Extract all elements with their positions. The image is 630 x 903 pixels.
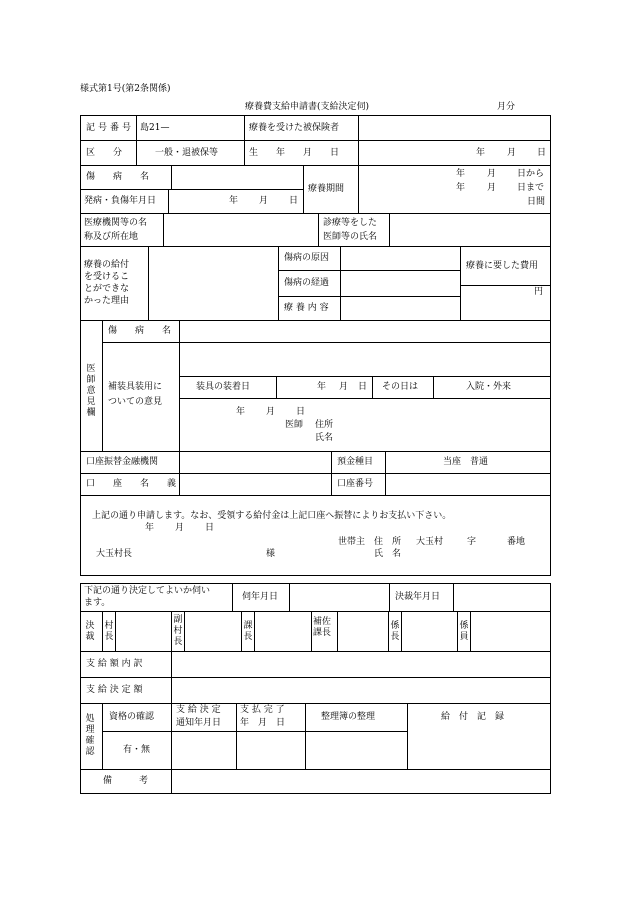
fitting-month: 月 <box>339 382 349 392</box>
onset-year: 年 <box>229 196 239 206</box>
decision-intro-2: ます。 <box>84 598 111 608</box>
payment-breakdown-label: 支 給 額 内 訳 <box>86 659 143 669</box>
cause-label: 傷病の原因 <box>284 253 330 263</box>
fitting-year: 年 <box>317 382 327 392</box>
notify-date-label-1: 支 給 決 定 <box>176 705 221 715</box>
cost-label: 療養に要した費用 <box>466 261 539 271</box>
cost-yen-unit: 円 <box>534 287 544 297</box>
declaration-month: 月 <box>175 523 185 533</box>
village-head-label: 村長 <box>104 621 114 642</box>
bank-label: 口座振替金融機関 <box>86 457 159 467</box>
kessai-label: 決裁 <box>85 621 95 642</box>
doctor-name-label-2: 医師等の氏名 <box>323 232 378 242</box>
period-until-month: 月 <box>487 183 497 193</box>
classification-value[interactable]: 一般・退被保等 <box>155 148 219 158</box>
section-chief-label: 課長 <box>243 621 253 642</box>
payment-amount-label: 支 給 決 定 額 <box>86 685 143 695</box>
opinion-year: 年 <box>236 407 246 417</box>
village-name: 大玉村 <box>416 537 444 547</box>
sub-chief-label: 係長 <box>390 621 400 642</box>
period-from-label: 日から <box>517 169 545 179</box>
period-until-label: 日まで <box>517 183 545 193</box>
decision-intro-1: 下記の通り決定してよいか伺い <box>84 586 211 596</box>
doctor-disease-label: 傷 病 名 <box>108 326 172 336</box>
equipment-label-2: ついての意見 <box>108 397 163 407</box>
insured-label: 療養を受けた被保険者 <box>249 123 340 133</box>
householder-address-label: 住 所 <box>374 537 402 547</box>
qualification-value[interactable]: 有・無 <box>123 745 151 755</box>
reason-label-2: を受けるこ <box>84 272 130 282</box>
householder-name-label: 氏 名 <box>374 549 402 559</box>
honorific-sama: 様 <box>266 549 276 559</box>
paid-label-1: 支 払 完 了 <box>240 705 285 715</box>
declaration-year: 年 <box>145 523 155 533</box>
birthdate-label: 生 年 月 日 <box>249 148 340 158</box>
institution-label-2: 称及び所在地 <box>84 232 139 242</box>
other-day-label: その日は <box>382 382 419 392</box>
opinion-day: 日 <box>296 407 306 417</box>
fitting-date-label: 装具の装着日 <box>196 382 251 392</box>
decision-date-label: 決裁年月日 <box>395 592 441 602</box>
equipment-label-1: 補装具装用に <box>108 382 163 392</box>
doctor-signature-name-label: 氏名 <box>315 433 334 443</box>
declaration-text: 上記の通り申請します。なお、受領する給付金は上記口座へ振替によりお支払い下さい。 <box>92 511 452 521</box>
birth-month: 月 <box>507 148 517 158</box>
doctor-role-label: 医師 <box>285 420 304 430</box>
treatment-content-label: 療 養 内 容 <box>284 303 329 313</box>
qualification-label: 資格の確認 <box>109 712 155 722</box>
classification-label: 区 分 <box>86 148 123 158</box>
form-title: 療養費支給申請書(支給決定伺) <box>245 102 370 112</box>
reason-label-3: とができな <box>84 284 130 294</box>
opinion-month: 月 <box>266 407 276 417</box>
record-number-label: 記号番号 <box>86 123 135 133</box>
doctor-address-label: 住所 <box>315 420 334 430</box>
fitting-day: 日 <box>358 382 368 392</box>
account-number-label: 口座番号 <box>337 479 374 489</box>
reason-label-4: かった理由 <box>84 296 130 306</box>
birth-day: 日 <box>537 148 547 158</box>
treatment-period-label: 療養期間 <box>308 184 345 194</box>
householder-label: 世帯主 <box>338 537 366 547</box>
declaration-day: 日 <box>205 523 215 533</box>
record-number-value[interactable]: 島21— <box>140 123 170 133</box>
aza-label: 字 <box>467 537 477 547</box>
remarks-label: 備 考 <box>103 776 149 786</box>
deposit-type-value[interactable]: 当座 普通 <box>443 457 489 467</box>
doctor-name-label-1: 診療等をした <box>323 218 378 228</box>
inquiry-date-label: 伺年月日 <box>242 592 279 602</box>
period-until-year: 年 <box>456 183 466 193</box>
mayor-addressee: 大玉村長 <box>96 549 133 559</box>
paid-label-2: 年 月 日 <box>240 718 286 728</box>
staff-label: 係員 <box>459 621 469 642</box>
course-label: 傷病の経過 <box>284 278 330 288</box>
onset-day: 日 <box>289 196 299 206</box>
processing-confirm-label: 処理確認 <box>85 714 95 757</box>
onset-date-label: 発病・負傷年月日 <box>84 196 157 206</box>
banchi-label: 番地 <box>507 537 526 547</box>
ledger-label: 整理簿の整理 <box>321 712 376 722</box>
deposit-type-label: 預金種目 <box>337 457 374 467</box>
account-holder-label: 口 座 名 義 <box>86 479 177 489</box>
period-days-label: 日間 <box>527 197 546 207</box>
period-from-month: 月 <box>487 169 497 179</box>
period-from-year: 年 <box>456 169 466 179</box>
payment-record-label: 給 付 記 録 <box>441 712 505 722</box>
disease-name-label: 傷 病 名 <box>86 172 150 182</box>
birth-year: 年 <box>476 148 486 158</box>
assistant-chief-label <box>313 617 335 647</box>
notify-date-label-2: 通知年月日 <box>176 718 222 728</box>
institution-label-1: 医療機関等の名 <box>84 218 148 228</box>
deputy-head-label: 副村長 <box>173 615 183 647</box>
form-number: 様式第1号(第2条関係) <box>80 84 171 94</box>
onset-month: 月 <box>259 196 269 206</box>
month-suffix: 月分 <box>497 102 516 112</box>
doctor-opinion-side-label: 医師意見欄 <box>86 364 96 418</box>
reason-label-1: 療養の給付 <box>84 260 130 270</box>
inpatient-outpatient[interactable]: 入院・外来 <box>466 382 512 392</box>
assistant-chief-text: 補佐課長 <box>313 617 332 638</box>
